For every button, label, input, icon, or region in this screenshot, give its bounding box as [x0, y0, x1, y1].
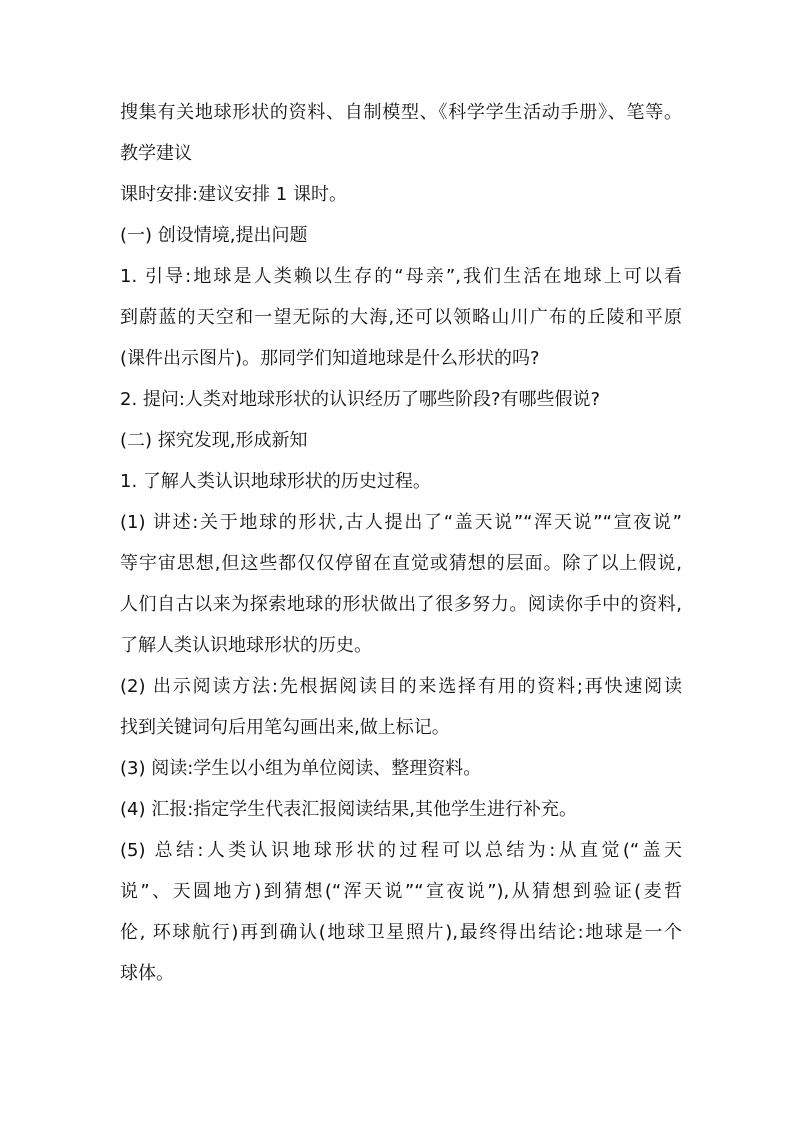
text-line: 了解人类认识地球形状的历史。 — [120, 635, 372, 656]
subsection-heading: (一) 创设情境,提出问题 — [120, 225, 308, 246]
text-line: 人们自古以来为探索地球的形状做出了很多努力。阅读你手中的资料, — [120, 594, 682, 615]
text-line: 找到关键词句后用笔勾画出来,做上标记。 — [120, 717, 450, 738]
text-line: (课件出示图片)。那同学们知道地球是什么形状的吗? — [120, 348, 540, 369]
section-heading: 教学建议 — [120, 143, 192, 164]
subsection-heading: (二) 探究发现,形成新知 — [120, 430, 308, 451]
text-line: 1. 了解人类认识地球形状的历史过程。 — [120, 471, 431, 492]
text-line: 1. 引导:地球是人类赖以生存的“母亲”,我们生活在地球上可以看 — [120, 266, 682, 287]
text-line: 到蔚蓝的天空和一望无际的大海,还可以领略山川广布的丘陵和平原 — [120, 307, 682, 328]
text-line: 球体。 — [120, 963, 174, 984]
text-line: 2. 提问:人类对地球形状的认识经历了哪些阶段?有哪些假说? — [120, 389, 601, 410]
text-line: (4) 汇报:指定学生代表汇报阅读结果,其他学生进行补充。 — [120, 799, 578, 820]
text-line: 伦, 环球航行)再到确认(地球卫星照片),最终得出结论:地球是一个 — [120, 922, 682, 943]
text-line: 搜集有关地球形状的资料、自制模型、《科学学生活动手册》、笔等。 — [120, 102, 682, 123]
text-line: 课时安排:建议安排 1 课时。 — [120, 184, 347, 205]
text-line: (3) 阅读:学生以小组为单位阅读、整理资料。 — [120, 758, 482, 779]
text-line: (2) 出示阅读方法:先根据阅读目的来选择有用的资料;再快速阅读 — [120, 676, 682, 697]
text-line: 等宇宙思想,但这些都仅仅停留在直觉或猜想的层面。除了以上假说, — [120, 553, 682, 574]
text-line: (5) 总结:人类认识地球形状的过程可以总结为:从直觉(“盖天 — [120, 840, 682, 861]
document-body — [120, 92, 682, 994]
text-line: (1) 讲述:关于地球的形状,古人提出了“盖天说”“浑天说”“宣夜说” — [120, 512, 682, 533]
text-line: 说”、天圆地方)到猜想(“浑天说”“宣夜说”),从猜想到验证(麦哲 — [120, 881, 682, 902]
